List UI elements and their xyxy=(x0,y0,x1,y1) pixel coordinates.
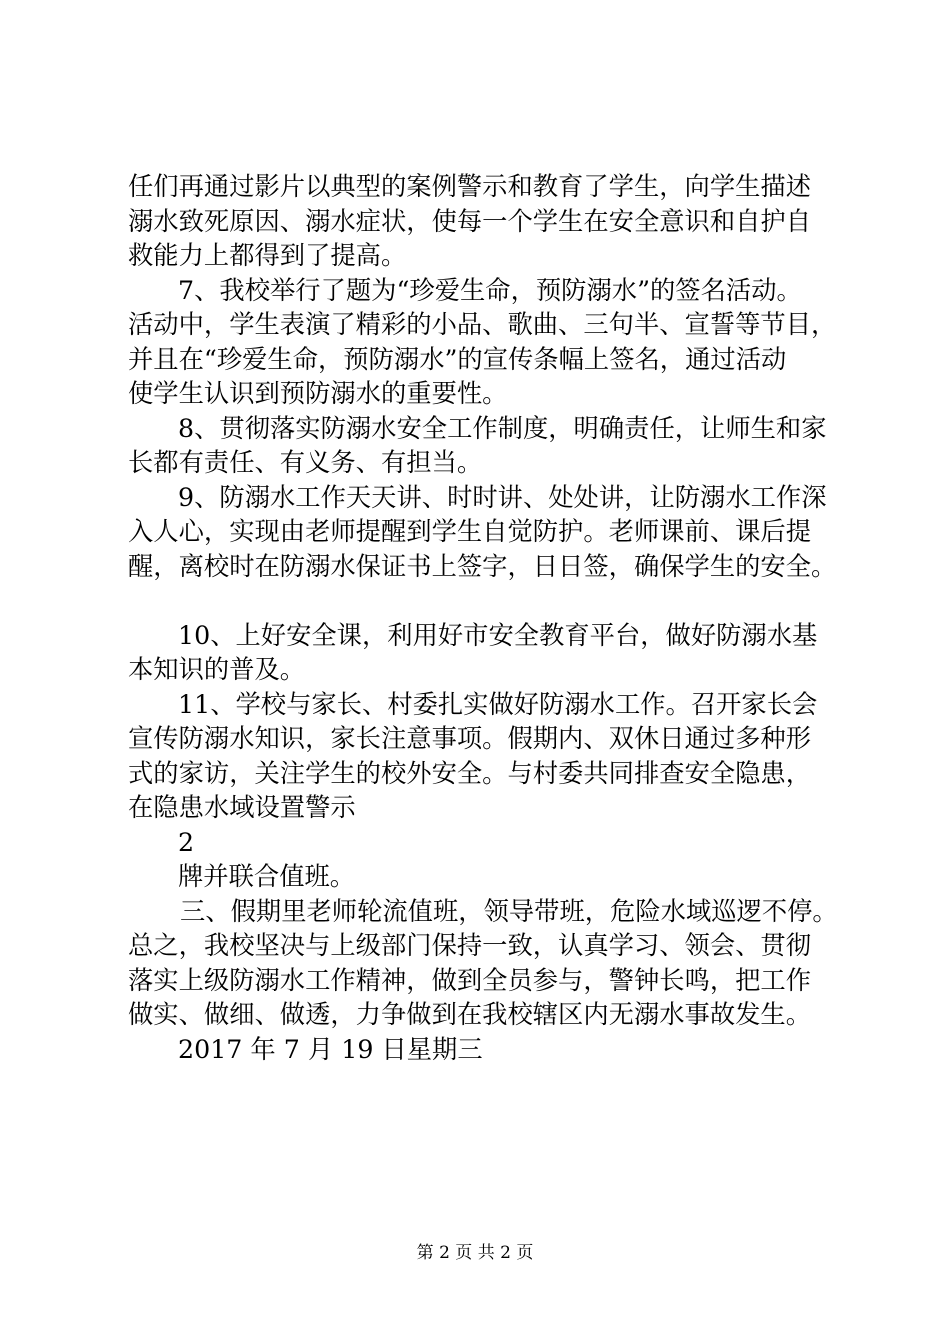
text-line-1: 任们再通过影片以典型的案例警示和教育了学生，向学生描述 xyxy=(128,172,812,201)
text-line-3: 救能力上都得到了提高。 xyxy=(128,241,407,270)
page-number-inline: 2 xyxy=(178,827,195,857)
paragraph-spacer xyxy=(128,584,840,619)
text-line-16: 宣传防溺水知识，家长注意事项。假期内、双休日通过多种形 xyxy=(128,724,812,753)
body-text xyxy=(128,170,840,1067)
section-three-start: 三、假期里老师轮流值班，领导带班，危险水域巡逻不停。 xyxy=(180,896,838,926)
text-line-22: 总之，我校坚决与上级部门保持一致，认真学习、领会、贯彻 xyxy=(128,931,812,960)
paragraph-10-start: 10、上好安全课，利用好市安全教育平台，做好防溺水基 xyxy=(178,620,818,650)
text-line-24: 做实、做细、做透，力争做到在我校辖区内无溺水事故发生。 xyxy=(128,1000,812,1029)
text-line-5: 活动中，学生表演了精彩的小品、歌曲、三句半、宣誓等节目， xyxy=(128,310,837,339)
text-line-14: 本知识的普及。 xyxy=(128,655,306,684)
page-footer: 第 2 页 共 2 页 xyxy=(416,1243,534,1263)
text-line-6: 并且在“珍爱生命，预防溺水”的宣传条幅上签名，通过活动 xyxy=(128,344,787,374)
text-line-12: 醒，离校时在防溺水保证书上签字，日日签，确保学生的安全。 xyxy=(128,551,837,581)
text-line-9: 长都有责任、有义务、有担当。 xyxy=(128,448,483,477)
text-line-18: 在隐患水域设置警示 xyxy=(128,793,356,822)
document-date: 2017 年 7 月 19 日星期三 xyxy=(178,1034,483,1064)
paragraph-7-start: 7、我校举行了题为“珍爱生命，预防溺水”的签名活动。 xyxy=(178,275,802,305)
text-line-17: 式的家访，关注学生的校外安全。与村委共同排查安全隐患， xyxy=(128,758,812,788)
paragraph-9-start: 9、防溺水工作天天讲、时时讲、处处讲，让防溺水工作深 xyxy=(178,482,827,512)
paragraph-11-start: 11、学校与家长、村委扎实做好防溺水工作。召开家长会 xyxy=(178,689,818,719)
paragraph-8-start: 8、贯彻落实防溺水安全工作制度，明确责任，让师生和家 xyxy=(178,413,827,443)
text-line-23: 落实上级防溺水工作精神，做到全员参与，警钟长鸣，把工作 xyxy=(128,965,812,995)
text-line-11: 入人心，实现由老师提醒到学生自觉防护。老师课前、课后提 xyxy=(128,517,812,546)
text-line-2: 溺水致死原因、溺水症状，使每一个学生在安全意识和自护自 xyxy=(128,206,812,236)
text-line-20: 牌并联合值班。 xyxy=(178,862,356,891)
text-line-7: 使学生认识到预防溺水的重要性。 xyxy=(128,379,508,408)
